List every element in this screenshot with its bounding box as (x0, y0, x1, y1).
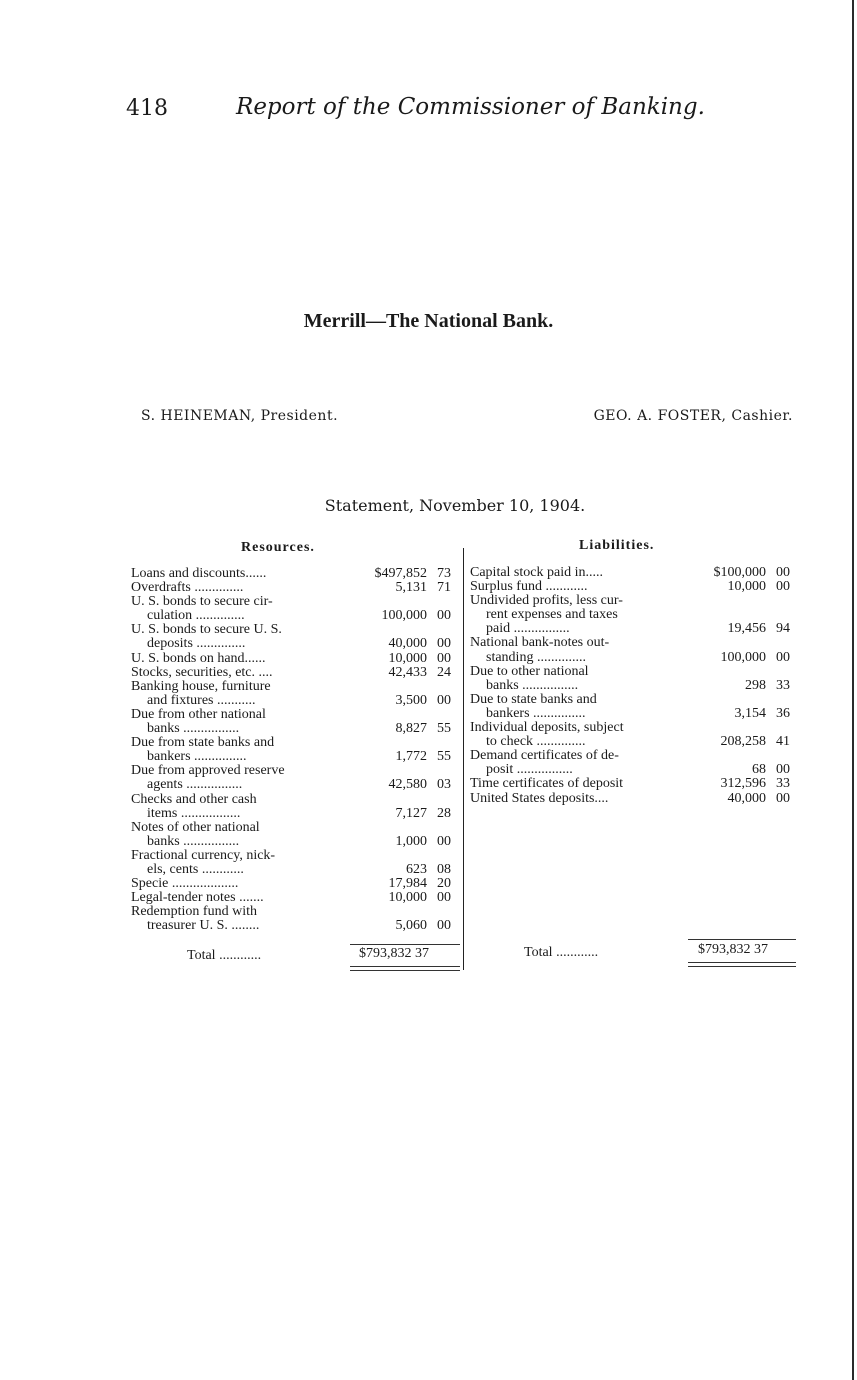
liabilities-row-dollars: 3,154 (734, 705, 766, 721)
liabilities-row-dollars: 312,596 (720, 776, 766, 792)
resources-row-cents: 71 (437, 580, 451, 596)
resources-row-cents: 73 (437, 566, 451, 581)
resources-row-label: U. S. bonds to secure cir- (131, 594, 273, 610)
resources-row-cents: 00 (437, 692, 451, 708)
resources-row-label: Specie ................... (131, 876, 239, 892)
resources-row-cents: 28 (437, 805, 451, 821)
liabilities-total-label: Total ............ (524, 945, 599, 960)
resources-row-dollars: 100,000 (381, 608, 427, 624)
liabilities-row-label: Capital stock paid in..... (470, 565, 603, 580)
resources-row-label: Due from state banks and (131, 735, 275, 751)
liabilities-row (470, 580, 800, 594)
liabilities-double-rule-1 (688, 962, 796, 963)
resources-row (131, 764, 461, 792)
resources-row-dollars: 10,000 (388, 890, 427, 906)
liabilities-row-cents: 00 (776, 649, 790, 665)
resources-row (131, 708, 461, 736)
resources-row-label: Checks and other cash (131, 791, 257, 807)
liabilities-table (470, 566, 800, 806)
resources-row-label: U. S. bonds to secure U. S. (131, 622, 282, 638)
liabilities-row (470, 594, 800, 636)
liabilities-row (470, 693, 800, 721)
resources-row (131, 877, 461, 891)
resources-row-cents: 00 (437, 918, 451, 934)
resources-row-cents: 00 (437, 890, 451, 906)
liabilities-row-label: Due to other national (470, 663, 589, 679)
resources-row-dollars: 1,772 (395, 749, 427, 765)
page-edge-line (852, 0, 854, 1380)
resources-row-cents: 55 (437, 749, 451, 765)
resources-row (131, 821, 461, 849)
resources-row-dollars: 40,000 (388, 636, 427, 652)
statement-date: Statement, November 10, 1904. (324, 496, 586, 515)
liabilities-row-cents: 33 (776, 776, 790, 792)
resources-row-label: U. S. bonds on hand...... (131, 650, 266, 666)
liabilities-row (470, 665, 800, 693)
resources-row-dollars: 5,060 (395, 918, 427, 934)
liabilities-row (470, 636, 800, 664)
resources-row-cents: 00 (437, 650, 451, 666)
resources-row-cents: 20 (437, 876, 451, 892)
resources-row-cents: 24 (437, 664, 451, 680)
resources-row-label: and fixtures ........... (147, 692, 256, 708)
liabilities-row-dollars: 40,000 (727, 790, 766, 806)
resources-table (131, 567, 461, 933)
liabilities-row-cents: 33 (776, 677, 790, 693)
resources-row-label: culation .............. (147, 608, 245, 624)
liabilities-row-dollars: 100,000 (720, 649, 766, 665)
resources-row (131, 595, 461, 623)
liabilities-row-cents: 36 (776, 705, 790, 721)
resources-double-rule-2 (350, 970, 460, 971)
liabilities-heading: Liabilities. (579, 538, 655, 553)
resources-heading: Resources. (241, 540, 315, 555)
resources-row (131, 567, 461, 581)
resources-double-rule-1 (350, 966, 460, 967)
resources-row-label: Loans and discounts...... (131, 566, 267, 581)
resources-row-cents: 00 (437, 636, 451, 652)
resources-row-dollars: $497,852 (374, 566, 427, 581)
resources-row-dollars: 42,433 (388, 664, 427, 680)
resources-row-label: treasurer U. S. ........ (147, 918, 260, 934)
president-line: S. HEINEMAN, President. (141, 408, 339, 424)
liabilities-row-label: Surplus fund ............ (470, 579, 588, 595)
resources-row (131, 849, 461, 877)
resources-row (131, 666, 461, 680)
resources-row-cents: 08 (437, 861, 451, 877)
liabilities-row-label: Individual deposits, subject (470, 720, 624, 736)
resources-row-label: Notes of other national (131, 819, 260, 835)
liabilities-row-cents: 00 (776, 790, 790, 806)
liabilities-row-dollars: 68 (752, 762, 766, 778)
liabilities-row-label: posit ................ (486, 762, 573, 778)
liabilities-row-label: Time certificates of deposit (470, 776, 624, 792)
bank-title: Merrill—The National Bank. (303, 310, 554, 332)
resources-total-label: Total ............ (187, 948, 262, 963)
resources-row-cents: 55 (437, 721, 451, 737)
resources-row-dollars: 5,131 (395, 580, 427, 596)
resources-row-label: Banking house, furniture (131, 678, 271, 694)
resources-row-label: items ................. (147, 805, 241, 821)
resources-row (131, 891, 461, 905)
page-number: 418 (126, 96, 168, 121)
resources-row (131, 905, 461, 933)
resources-row (131, 623, 461, 651)
liabilities-row-cents: 00 (776, 565, 790, 580)
liabilities-row-dollars: 10,000 (727, 579, 766, 595)
resources-row-label: els, cents ............ (147, 861, 244, 877)
liabilities-row (470, 792, 800, 806)
liabilities-row-label: National bank-notes out- (470, 635, 610, 651)
liabilities-row-dollars: 19,456 (727, 621, 766, 637)
resources-total-rule (350, 944, 460, 945)
liabilities-row-label: banks ................ (486, 677, 579, 693)
liabilities-row-dollars: 208,258 (720, 734, 766, 750)
liabilities-total-amount: $793,832 37 (698, 942, 768, 957)
resources-row-cents: 00 (437, 833, 451, 849)
resources-row-cents: 03 (437, 777, 451, 793)
resources-row-dollars: 10,000 (388, 650, 427, 666)
resources-row-label: Legal-tender notes ....... (131, 890, 264, 906)
liabilities-row-label: standing .............. (486, 649, 586, 665)
running-head: Report of the Commissioner of Banking. (236, 94, 705, 120)
liabilities-row-label: Due to state banks and (470, 691, 597, 707)
resources-row-label: banks ................ (147, 721, 240, 737)
resources-row (131, 736, 461, 764)
resources-row (131, 680, 461, 708)
liabilities-row-label: United States deposits.... (470, 790, 609, 806)
cashier-line: GEO. A. FOSTER, Cashier. (593, 408, 793, 424)
resources-row-label: Due from other national (131, 706, 266, 722)
resources-row-dollars: 42,580 (388, 777, 427, 793)
liabilities-row-label: Undivided profits, less cur- (470, 593, 623, 609)
resources-row-label: bankers ............... (147, 749, 247, 765)
resources-row-label: agents ................ (147, 777, 243, 793)
resources-row-dollars: 8,827 (395, 721, 427, 737)
column-divider (463, 548, 464, 970)
liabilities-row-cents: 94 (776, 621, 790, 637)
liabilities-row-cents: 41 (776, 734, 790, 750)
liabilities-row-cents: 00 (776, 762, 790, 778)
resources-row-label: banks ................ (147, 833, 240, 849)
resources-row-label: Fractional currency, nick- (131, 847, 276, 863)
resources-row-dollars: 623 (406, 861, 427, 877)
liabilities-row-label: bankers ............... (486, 705, 586, 721)
resources-row (131, 652, 461, 666)
liabilities-row (470, 749, 800, 777)
liabilities-double-rule-2 (688, 966, 796, 967)
resources-row (131, 581, 461, 595)
resources-row-label: Due from approved reserve (131, 763, 285, 779)
resources-row-dollars: 17,984 (388, 876, 427, 892)
liabilities-total-rule (688, 939, 796, 940)
liabilities-row-dollars: 298 (745, 677, 766, 693)
liabilities-row-label: paid ................ (486, 621, 570, 637)
resources-row-dollars: 1,000 (395, 833, 427, 849)
resources-row-label: Redemption fund with (131, 904, 257, 920)
liabilities-row-label: to check .............. (486, 734, 586, 750)
resources-row-label: Stocks, securities, etc. .... (131, 664, 273, 680)
liabilities-row-label: Demand certificates of de- (470, 748, 619, 764)
resources-row-dollars: 3,500 (395, 692, 427, 708)
resources-total-amount: $793,832 37 (359, 946, 429, 961)
liabilities-row-dollars: $100,000 (713, 565, 766, 580)
resources-row-cents: 00 (437, 608, 451, 624)
resources-row-dollars: 7,127 (395, 805, 427, 821)
resources-row-label: deposits .............. (147, 636, 246, 652)
liabilities-row-cents: 00 (776, 579, 790, 595)
liabilities-row (470, 777, 800, 791)
resources-row-label: Overdrafts .............. (131, 580, 244, 596)
liabilities-row (470, 721, 800, 749)
resources-row (131, 793, 461, 821)
liabilities-row (470, 566, 800, 580)
liabilities-row-label: rent expenses and taxes (486, 607, 618, 623)
